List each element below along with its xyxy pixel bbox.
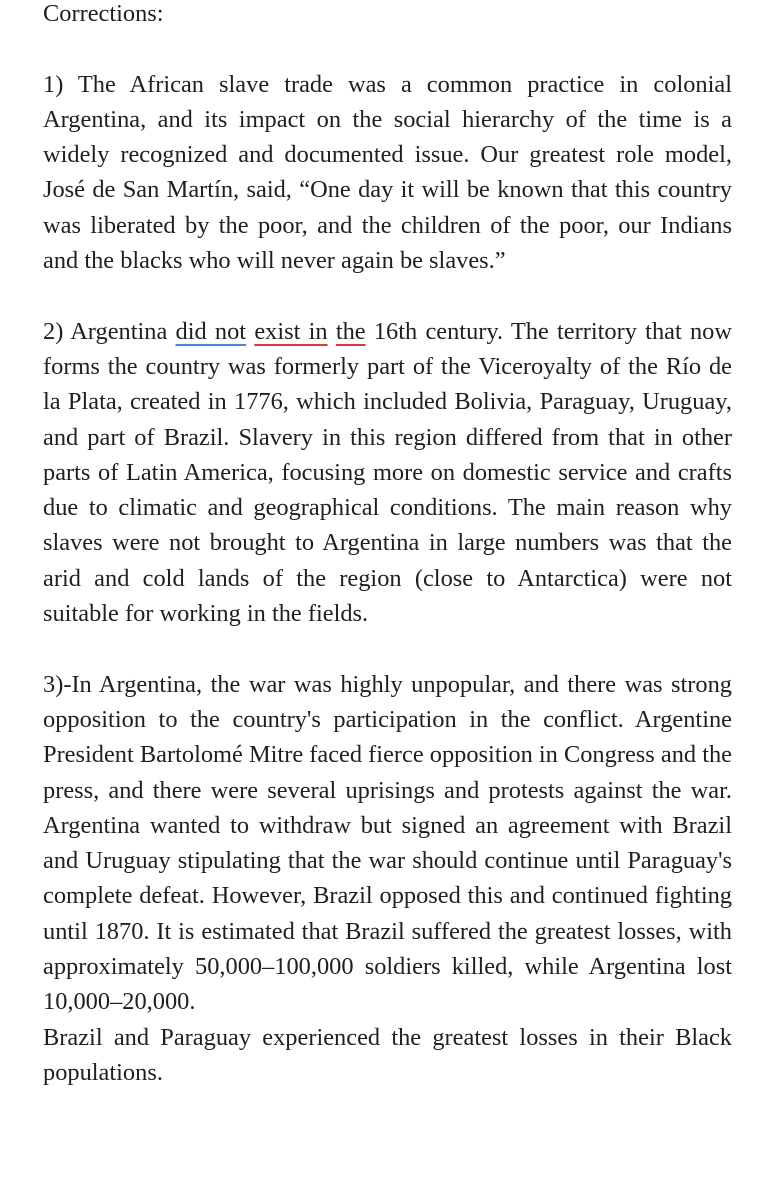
paragraph-2-rest: 16th century. The territory that now forms the country was formerly part of the Viceroyalty of the Río de la Plata, created in 1776, which included Bolivia, Paraguay, Uruguay, and part of Brazil. Slavery in this region differed from that in other parts of Latin America, focusing more on domestic service and crafts due to climatic and geographical conditions. The main reason why slaves were not brought to Argentina in large numbers was that the arid and cold lands of the region (close to Antarctica) were not suitable for working in the fields. [43,317,732,628]
document-body [43,0,732,1090]
correction-paragraph-1: 1) The African slave trade was a common practice in colonial Argentina, and its impact on the social hierarchy of the time is a widely recognized and documented issue. Our greatest role model, José de San Martín, said, “One day it will be known that this country was liberated by the poor, and the children of the poor, our Indians and the blacks who will never again be slaves.” [43,70,732,275]
spelling-flag-the[interactable]: the [335,317,366,345]
correction-paragraph-4: Brazil and Paraguay experienced the greatest losses in their Black populations. [43,1023,732,1086]
correction-paragraph-2 [43,314,732,632]
paragraph-2-lead: 2) Argentina [43,317,176,345]
paragraph-2-gap-2 [328,318,336,345]
corrections-heading: Corrections: [43,0,164,27]
correction-paragraph-3: 3)-In Argentina, the war was highly unpopular, and there was strong opposition to the country's participation in the conflict. Argentine President Bartolomé Mitre faced fierce opposition in Congress and the press, and there were several uprisings and protests against the war. Argentina wanted to withdraw but signed an agreement with Brazil and Uruguay stipulating that the war should continue until Paraguay's complete defeat. However, Brazil opposed this and continued fighting until 1870. It is estimated that Brazil suffered the greatest losses, with approximately 50,000–100,000 soldiers killed, while Argentina lost 10,000–20,000. [43,670,732,1016]
grammar-suggestion-did-not[interactable]: did not [175,317,247,345]
spelling-flag-exist-in[interactable]: exist in [254,317,328,345]
